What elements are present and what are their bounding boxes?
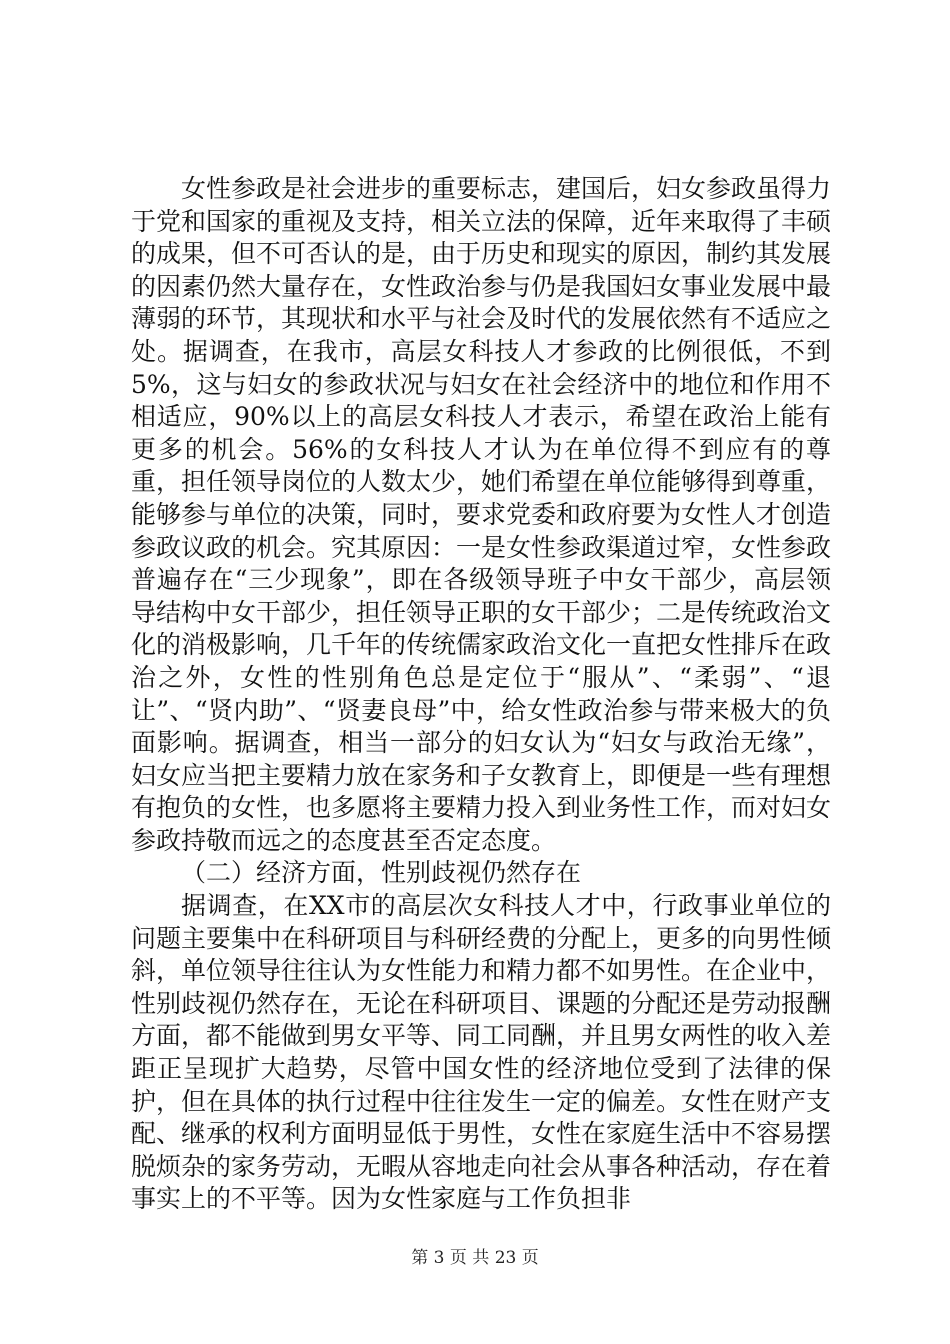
section-heading-economy: （二）经济方面，性别歧视仍然存在 <box>181 858 582 888</box>
page-footer: 第 3 页 共 23 页 <box>411 1248 539 1268</box>
paragraph-women-political-participation: 女性参政是社会进步的重要标志，建国后，妇女参政虽得力于党和国家的重视及支持，相关立法的保障，近年来取得了丰硕的成果，但不可否认的是，由于历史和现实的原因，制约其发展的因素仍然大量存在，女性政治参与仍是我国妇女事业发展中最薄弱的环节，其现状和水平与社会及时代的发展依然有不适应之处。据调查，在我市，高层女科技人才参政的比例很低，不到5%，这与妇女的参政状况与妇女在社会经济中的地位和作用不相适应，90%以上的高层女科技人才表示，希望在政治上能有更多的机会。56%的女科技人才认为在单位得不到应有的尊重，担任领导岗位的人数太少，她们希望在单位能够得到尊重，能够参与单位的决策，同时，要求党委和政府要为女性人才创造参政议政的机会。究其原因：一是女性参政渠道过窄，女性参政普遍存在“三少现象”，即在各级领导班子中女干部少，高层领导结构中女干部少，担任领导正职的女干部少；二是传统政治文化的消极影响，几千年的传统儒家政治文化一直把女性排斥在政治之外，女性的性别角色总是定位于“服从”、“柔弱”、“退让”、“贤内助”、“贤妻良母”中，给女性政治参与带来极大的负面影响。据调查，相当一部分的妇女认为“妇女与政治无缘”，妇女应当把主要精力放在家务和子女教育上，即便是一些有理想有抱负的女性，也多愿将主要精力投入到业务性工作，而对妇女参政持敬而远之的态度甚至否定态度。 <box>131 174 832 855</box>
paragraph-economic-discrimination: 据调查，在XX市的高层次女科技人才中，行政事业单位的问题主要集中在科研项目与科研经费的分配上，更多的向男性倾斜，单位领导往往认为女性能力和精力都不如男性。在企业中，性别歧视仍然存在，无论在科研项目、课题的分配还是劳动报酬方面，都不能做到男女平等、同工同酬，并且男女两性的收入差距正呈现扩大趋势，尽管中国女性的经济地位受到了法律的保护，但在具体的执行过程中往往发生一定的偏差。女性在财产支配、继承的权利方面明显低于男性，女性在家庭生活中不容易摆脱烦杂的家务劳动，无暇从容地走向社会从事各种活动，存在着事实上的不平等。因为女性家庭与工作负担非 <box>131 891 832 1214</box>
body-text <box>131 173 831 1216</box>
